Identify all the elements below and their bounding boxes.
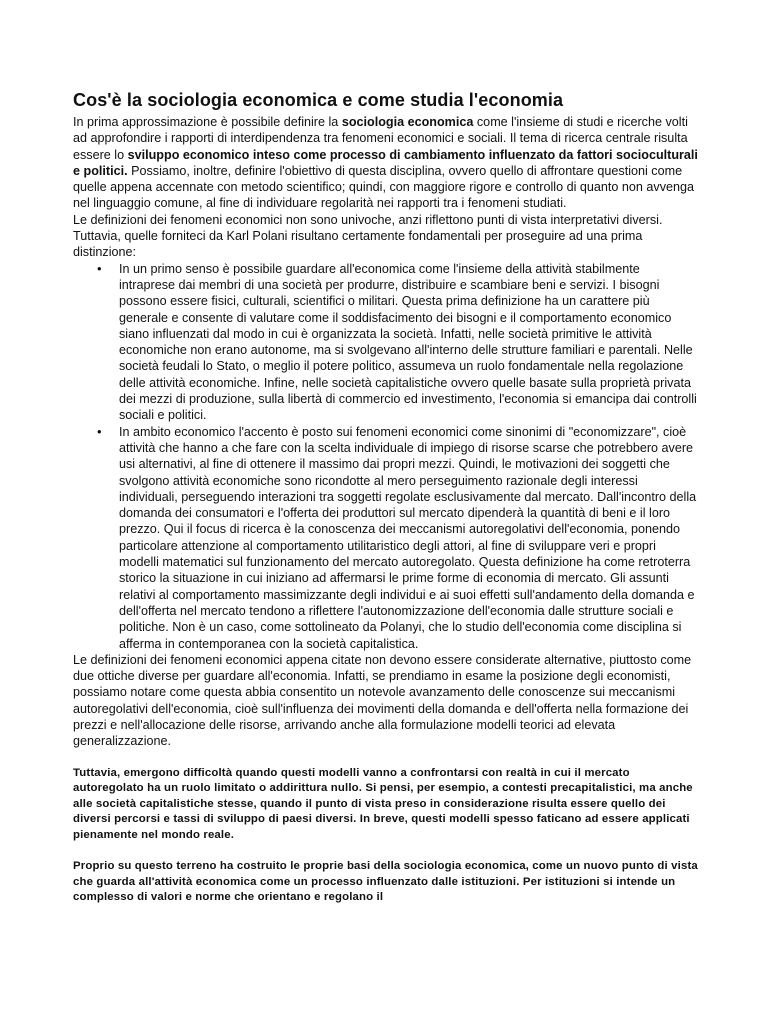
intro-text-2: come l'insieme di studi e ricerche volti ad approfondire i rapporti di interdipendenza tra fenomeni economici e sociali. Il tema di ricerca centrale risulta essere lo [73, 115, 688, 162]
intro-bold-1: sociologia economica [341, 115, 474, 129]
definitions-paragraph: Le definizioni dei fenomeni economici non sono univoche, anzi riflettono punti di vista interpretativi diversi. Tuttavia, quelle forniteci da Karl Polani risultano certamente fondamentali per proseguire ad una prima distinzione: [73, 212, 663, 260]
spacer [73, 750, 698, 766]
document-title: Cos'è la sociologia economica e come studia l'economia [73, 90, 564, 110]
list-item [97, 423, 698, 652]
bullet-icon: • [97, 423, 102, 439]
list-item-text: In ambito economico l'accento è posto sui fenomeni economici come sinonimi di "economizzare", cioè attività che hanno a che fare con la scelta individuale di impiego di risorse scarse che potrebbero avere usi alternativi, al fine di ottenere il massimo dai propri mezzi. Quindi, le motivazioni dei soggetti che svolgono attività economiche sono ricondotte al mero perseguimento razionale degli interessi individuali, perseguendo interazioni tra soggetti regolate esclusivamente dal mercato. Dall'incontro della domanda dei consumatori e l'offerta dei produttori sul mercato dipenderà la quantità di beni e il loro prezzo. Qui il focus di ricerca è la conoscenza dei meccanismi autoregolativi dell'economia, ponendo particolare attenzione al comportamento utilitaristico degli attori, al fine di sviluppare veri e propri modelli matematici sul funzionamento del mercato autoregolato. Questa definizione ha come retroterra storico la situazione in cui iniziano ad affermarsi le prime forme di economia di mercato. Gli assunti relativi al comportamento massimizzante degli individui e ai suoi effetti sull'andamento della domanda e dell'offerta nel mercato tendono a riflettere l'autonomizzazione dell'economia dalle strutture sociali e politiche. Non è un caso, come sottolineato da Polanyi, che lo studio dell'economia come disciplina si afferma in contemporanea con la società capitalistica. [119, 424, 697, 651]
bold-paragraph-1: Tuttavia, emergono difficoltà quando questi modelli vanno a confrontarsi con realtà in cui il mercato autoregolato ha un ruolo limitato o addirittura nullo. Si pensi, per esempio, a contesti precapitalistici, ma anche alle società capitalistiche stesse, quando il punto di vista preso in considerazione risulta essere quello dei diversi percorsi e tassi di sviluppo di paesi diversi. In breve, questi modelli spesso faticano ad essere applicati pienamente nel mondo reale. [73, 766, 693, 841]
intro-bold-2: sviluppo economico inteso come processo di cambiamento influenzato da fattori socioculturali e politici. [73, 147, 698, 178]
conclusion-paragraph: Le definizioni dei fenomeni economici appena citate non devono essere considerate alternative, piuttosto come due ottiche diverse per guardare all'economia. Infatti, se prendiamo in esame la posizione degli economisti, possiamo notare come questa abbia consentito un notevole avanzamento delle conoscenze sui meccanismi autoregolativi dell'economia, cioè sull'influenza dei movimenti della domanda e dell'offerta nella formazione dei prezzi e nell'allocazione delle risorse, arrivando anche alla formulazione modelli teorici ad elevata generalizzazione. [73, 652, 692, 749]
definitions-list [73, 261, 698, 652]
spacer [73, 843, 698, 859]
bold-paragraph-2: Proprio su questo terreno ha costruito le proprie basi della sociologia economica, come un nuovo punto di vista che guarda all'attività economica come un processo influenzato dalle istituzioni. Per istituzioni si intende un complesso di valori e norme che orientano e regolano il [73, 860, 698, 904]
intro-text-3: Possiamo, inoltre, definire l'obiettivo di questa disciplina, ovvero quello di affrontare questioni come quelle appena accennate con metodo scientifico; quindi, con maggiore rigore e controllo di quanto non avvenga nel linguaggio comune, al fine di individuare regolarità nei rapporti tra i fenomeni studiati. [73, 163, 695, 211]
bullet-icon: • [97, 260, 102, 276]
intro-paragraph [73, 114, 698, 212]
list-item [97, 260, 698, 424]
list-item-text: In un primo senso è possibile guardare all'economica come l'insieme della attività stabilmente intraprese dai membri di una società per produrre, distribuire e scambiare beni e servizi. I bisogni possono essere fisici, culturali, scientifici o militari. Questa prima definizione ha un carattere più generale e consente di valutare come il soddisfacimento dei bisogni e il comportamento economico siano influenzati dal modo in cui è organizzata la società. Infatti, nelle società primitive le attività economiche non erano autonome, ma si svolgevano all'interno delle strutture familiari e parentali. Nelle società feudali lo Stato, o meglio il potere politico, assumeva un ruolo fondamentale nella regolazione delle attività economiche. Infine, nelle società capitalistiche ovvero quelle basate sulla proprietà privata dei mezzi di produzione, sulla libertà di commercio ed investimento, l'economia si emancipa dai controlli sociali e politici. [119, 261, 697, 423]
intro-text-1: In prima approssimazione è possibile definire la [73, 115, 342, 129]
document-page [73, 88, 698, 906]
